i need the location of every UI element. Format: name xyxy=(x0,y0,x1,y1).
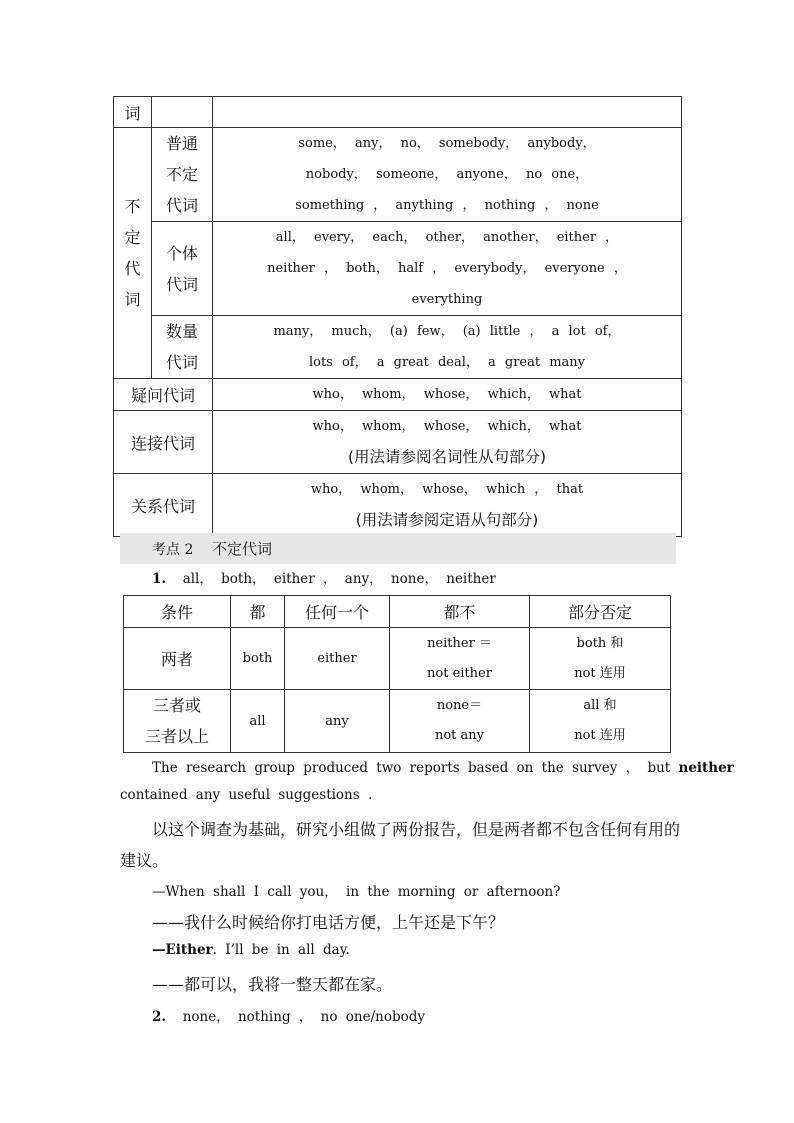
row-three-any: any xyxy=(285,690,390,753)
relative-words: who， whom， whose， which ， that (用法请参阅定语从句部分) xyxy=(213,474,682,537)
cell-row0-left: 词 xyxy=(114,97,152,128)
group-words-common: some， any， no， somebody， anybody， nobody， someone， anyone， no one， something ， anything ， nothing ， none xyxy=(213,128,682,222)
row-three-none: none＝ not any xyxy=(390,690,530,753)
indefinite-pronoun-label: 不定代词 xyxy=(114,128,152,379)
row-two-any: either xyxy=(285,628,390,690)
example-en-line2: contained any useful suggestions . xyxy=(120,787,373,803)
interrogative-words: who， whom， whose， which， what xyxy=(213,379,682,411)
pronoun-table xyxy=(113,96,682,537)
example-zh-line2: 建议。 xyxy=(120,851,169,870)
row-two-all: both xyxy=(231,628,285,690)
relative-label: 关系代词 xyxy=(114,474,213,537)
item-2 xyxy=(152,1005,425,1025)
item-1 xyxy=(152,567,496,587)
keyword-either: —Either xyxy=(152,942,213,958)
item-2-text: none， nothing ， no one/nobody xyxy=(182,1009,425,1025)
group-label-individual: 个体代词 xyxy=(152,222,213,316)
keyword-neither: neither xyxy=(678,760,734,776)
cell-row0-mid xyxy=(152,97,213,128)
row-two-condition: 两者 xyxy=(124,628,231,690)
example-en-line1: The research group produced two reports based on the survey ， but neither xyxy=(152,760,734,776)
example-zh-line1: 以这个调查为基础，研究小组做了两份报告，但是两者都不包含任何有用的 xyxy=(152,820,681,839)
section-label: 考点 2 xyxy=(152,542,194,558)
group-label-quantity: 数量代词 xyxy=(152,316,213,379)
relative-note: (用法请参阅定语从句部分) xyxy=(355,511,539,529)
header-partial: 部分否定 xyxy=(530,596,671,628)
group-label-common: 普通不定代词 xyxy=(152,128,213,222)
row-three-all: all xyxy=(231,690,285,753)
group-words-individual: all， every， each， other， another， either ， neither ， both， half ， everybody， everyone ， everything xyxy=(213,222,682,316)
section-title: 不定代词 xyxy=(212,540,273,558)
row-two-partial: both 和 not 连用 xyxy=(530,628,671,690)
cell-row0-right xyxy=(213,97,682,128)
header-all: 都 xyxy=(231,596,285,628)
comparison-table xyxy=(123,595,671,753)
conjunctive-label: 连接代词 xyxy=(114,411,213,474)
section-heading xyxy=(120,533,676,564)
dialogue-answer-en: —Either. I’ll be in all day. xyxy=(152,942,350,958)
row-three-partial: all 和 not 连用 xyxy=(530,690,671,753)
item-1-number: 1. xyxy=(152,571,167,587)
row-two-none: neither ＝ not either xyxy=(390,628,530,690)
conjunctive-note: (用法请参阅名词性从句部分) xyxy=(347,448,547,466)
item-1-text: all， both， either ， any， none， neither xyxy=(182,571,496,587)
dialogue-answer-zh: ——都可以，我将一整天都在家。 xyxy=(152,975,393,994)
group-words-quantity: many， much， (a) few， (a) little ， a lot of， lots of， a great deal， a great many xyxy=(213,316,682,379)
interrogative-label: 疑问代词 xyxy=(114,379,213,411)
header-none: 都不 xyxy=(390,596,530,628)
dialogue-question-zh: ——我什么时候给你打电话方便，上午还是下午？ xyxy=(152,913,505,932)
header-condition: 条件 xyxy=(124,596,231,628)
item-2-number: 2. xyxy=(152,1009,167,1025)
dialogue-question-en: —When shall I call you， in the morning or afternoon? xyxy=(152,884,561,900)
row-three-condition: 三者或 三者以上 xyxy=(124,690,231,753)
conjunctive-words: who， whom， whose， which， what (用法请参阅名词性从句部分) xyxy=(213,411,682,474)
header-any: 任何一个 xyxy=(285,596,390,628)
